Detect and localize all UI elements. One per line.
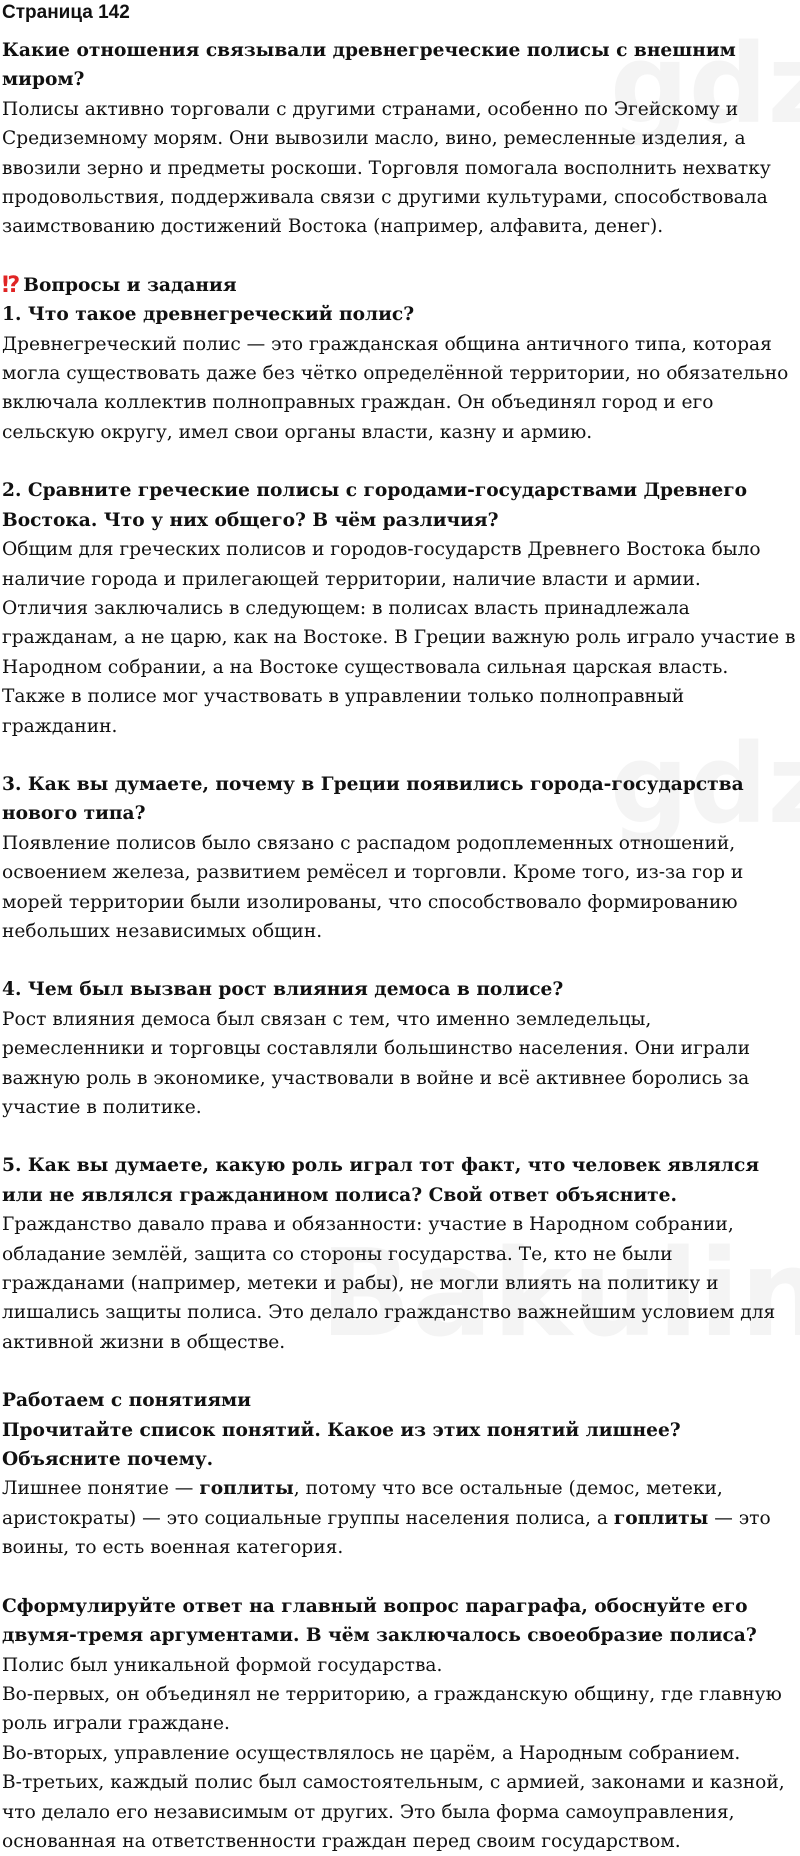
tasks-heading-row: [2, 271, 796, 300]
main-question: Сформулируйте ответ на главный вопрос параграфа, обоснуйте его двумя-тремя аргументами. В чём заключалось своеобразие полиса?: [2, 1595, 757, 1647]
tasks-heading: Вопросы и задания: [23, 274, 237, 296]
concepts-question: Прочитайте список понятий. Какое из этих понятий лишнее? Объясните почему.: [2, 1419, 681, 1471]
concepts-heading: Работаем с понятиями: [2, 1390, 252, 1412]
task-2-question: 2. Сравните греческие полисы с городами-государствами Древнего Востока. Что у них общего? В чём различия?: [2, 480, 748, 531]
concepts-term-2: гоплиты: [613, 1507, 709, 1529]
task-2-answer-common: Общим для греческих полисов и городов-государств Древнего Востока было наличие города и прилегающей территории, наличие власти и армии.: [2, 539, 761, 590]
task-3-question: 3. Как вы думаете, почему в Греции появились города-государства нового типа?: [2, 773, 744, 825]
concepts-term: гоплиты: [199, 1478, 294, 1500]
task-2-answer-differences: Отличия заключались в следующем: в полисах власть принадлежала гражданам, а не царю, как на Востоке. В Греции важную роль играло участие в Народном собрании, а на Востоке существовала сильная царская власть. Также в полисе мог участвовать в управлении только полноправный гражданин.: [2, 597, 796, 737]
task-4-question: 4. Чем был вызван рост влияния демоса в полисе?: [2, 979, 564, 1001]
concepts-answer-part2: , потому что все остальные (демос, метеки, аристократы) — это социальные группы населения полиса, а: [2, 1478, 723, 1529]
intro-question: Какие отношения связывали древнегреческие полисы с внешним миром?: [2, 40, 736, 91]
task-5-answer: Гражданство давало права и обязанности: участие в Народном собрании, обладание землёй, защита со стороны государства. Те, кто не были гражданами (например, метеки и рабы), не могли влиять на политику и лишались защиты полиса. Это делало гражданство важнейшим условием для активной жизни в обществе.: [2, 1214, 776, 1353]
main-answer-thesis: Полис был уникальной формой государства.: [2, 1654, 443, 1676]
intro-answer: Полисы активно торговали с другими странами, особенно по Эгейскому и Средиземному морям. Они вывозили масло, вино, ремесленные изделия, а ввозили зерно и предметы роскоши. Торговля помогала восполнить нехватку продовольствия, поддерживала связи с другими культурами, способствовала заимствованию достижений Востока (например, алфавита, денег).: [2, 98, 771, 238]
main-answer-third: В-третьих, каждый полис был самостоятельным, с армией, законами и казной, что делало его независимым от других. Это была форма самоуправления, основанная на ответственности граждан перед своим государством.: [2, 1772, 785, 1852]
task-5-question: 5. Как вы думаете, какую роль играл тот факт, что человек являлся или не являлся гражданином полиса? Свой ответ объясните.: [2, 1155, 760, 1206]
task-1-question: 1. Что такое древнегреческий полис?: [2, 304, 415, 326]
page-label: Страница 142: [2, 2, 130, 23]
concepts-answer-part1: Лишнее понятие —: [2, 1478, 200, 1500]
task-1-answer: Древнегреческий полис — это гражданская община античного типа, которая могла существовать даже без чётко определённой территории, но обязательно включала коллектив полноправных граждан. Он объединял город и его сельскую округу, имел свои органы власти, казну и армию.: [2, 333, 789, 443]
task-3-answer: Появление полисов было связано с распадом родоплеменных отношений, освоением железа, развитием ремёсел и торговли. Кроме того, из-за гор и морей территории были изолированы, что способствовало формированию небольших независимых общин.: [2, 832, 744, 942]
main-answer-first: Во-первых, он объединял не территорию, а гражданскую общину, где главную роль играли граждане.: [2, 1683, 782, 1735]
task-4-answer: Рост влияния демоса был связан с тем, что именно земледельцы, ремесленники и торговцы составляли большинство населения. Они играли важную роль в экономике, участвовали в войне и всё активнее боролись за участие в политике.: [2, 1008, 750, 1118]
document-body: [0, 27, 800, 1856]
question-exclamation-icon: ⁉: [2, 273, 18, 299]
main-answer-second: Во-вторых, управление осуществлялось не царём, а Народным собранием.: [2, 1742, 741, 1764]
concepts-answer: [2, 1474, 796, 1562]
concepts-answer-part3: — это воины, то есть военная категория.: [2, 1507, 771, 1559]
